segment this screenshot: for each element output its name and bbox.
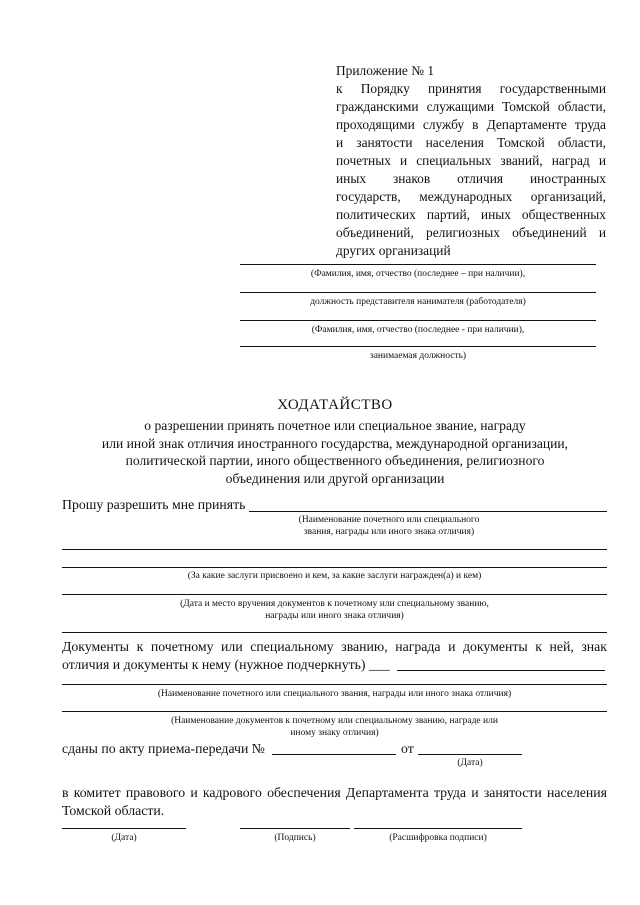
appendix-line: гражданскими служащими Томской области,: [336, 99, 606, 114]
date-place-caption-line: (Дата и место вручения документов к почетному или специальному званию,: [180, 599, 489, 609]
award-name-caption-2: (Наименование почетного или специального звания, награды или иного знака отличия): [157, 689, 512, 699]
documents-inline-line[interactable]: [397, 670, 605, 671]
appendix-line: и занятости населения Томской области,: [336, 135, 606, 150]
appendix-line: к Порядку принятия государственными: [336, 81, 606, 96]
appendix-body: [336, 80, 606, 260]
signature-date-caption: (Дата): [111, 833, 137, 843]
appendix-heading: Приложение № 1: [336, 63, 435, 78]
appendix-block: [336, 62, 606, 260]
signature-decode-line[interactable]: [354, 828, 522, 829]
award-name-caption-line: звания, награды или иного знака отличия): [303, 527, 475, 537]
docs-name-line[interactable]: [62, 711, 607, 712]
appendix-line: проходящими службу в Департаменте труда: [336, 117, 606, 132]
act-text: сданы по акту приема-передачи №: [62, 741, 265, 756]
date-place-caption-line: награды или иного знака отличия): [265, 611, 404, 621]
document-subtitle: [60, 417, 610, 487]
signature-line[interactable]: [240, 828, 350, 829]
docs-caption-line: иному знаку отличия): [290, 728, 379, 738]
act-from: от: [401, 741, 414, 756]
signature-decode-caption: (Расшифровка подписи): [389, 833, 487, 843]
applicant-name-line[interactable]: [240, 320, 596, 321]
act-date-line[interactable]: [418, 754, 522, 755]
signature-caption: (Подпись): [274, 833, 316, 843]
appendix-line: иных знаков отличия иностранных: [336, 171, 606, 186]
recipient-position-caption: должность представителя нанимателя (работодателя): [310, 297, 526, 307]
appendix-last-line: других организаций: [336, 243, 451, 258]
appendix-line: государств, международных организаций,: [336, 189, 606, 204]
merit-line-1[interactable]: [62, 549, 607, 550]
merit-line-2[interactable]: [62, 567, 607, 568]
applicant-name-caption: (Фамилия, имя, отчество (последнее - при наличии),: [311, 325, 525, 335]
subtitle-line: или иной знак отличия иностранного государства, международной организации,: [101, 435, 569, 451]
document-title: ХОДАТАЙСТВО: [277, 397, 393, 413]
date-place-line[interactable]: [62, 594, 607, 595]
extra-line[interactable]: [62, 632, 607, 633]
award-name-caption-line: (Наименование почетного или специального: [298, 515, 480, 525]
subtitle-line: объединения или другой организации: [225, 470, 445, 486]
award-name-caption: [249, 514, 529, 538]
documents-line-1: Документы к почетному или специальному званию, награда и документы к ней, знак: [62, 639, 607, 654]
merit-caption: (За какие заслуги присвоено и кем, за какие заслуги награжден(а) и кем): [187, 571, 482, 581]
docs-caption-line: (Наименование документов к почетному или специальному званию, награде или: [171, 716, 498, 726]
subtitle-line: политической партии, иного общественного объединения, религиозного: [125, 453, 545, 468]
subtitle-line: о разрешении принять почетное или специальное звание, награду: [144, 418, 526, 433]
appendix-line: объединений, религиозных объединений и: [336, 225, 606, 240]
act-number-line[interactable]: [272, 754, 396, 755]
recipient-name-caption: (Фамилия, имя, отчество (последнее – при наличии),: [310, 269, 526, 279]
recipient-position-line[interactable]: [240, 292, 596, 293]
recipient-name-line[interactable]: [240, 264, 596, 265]
request-text: Прошу разрешить мне принять: [62, 497, 246, 512]
act-date-caption: (Дата): [457, 758, 483, 768]
signature-date-line[interactable]: [62, 828, 186, 829]
appendix-line: почетных и специальных званий, наград и: [336, 153, 606, 168]
award-name-line-2[interactable]: [62, 684, 607, 685]
committee-line-2: Томской области.: [62, 803, 165, 818]
docs-name-caption: [62, 715, 607, 739]
committee-line-1: в комитет правового и кадрового обеспечения Департамента труда и занятости населения: [62, 785, 607, 800]
documents-line-2: отличия и документы к нему (нужное подчеркнуть) ___: [62, 657, 390, 672]
date-place-caption: [62, 598, 607, 622]
award-name-line[interactable]: [249, 511, 607, 512]
applicant-position-caption: занимаемая должность): [369, 351, 467, 361]
appendix-line: политических партий, иных общественных: [336, 207, 606, 222]
applicant-position-line[interactable]: [240, 346, 596, 347]
